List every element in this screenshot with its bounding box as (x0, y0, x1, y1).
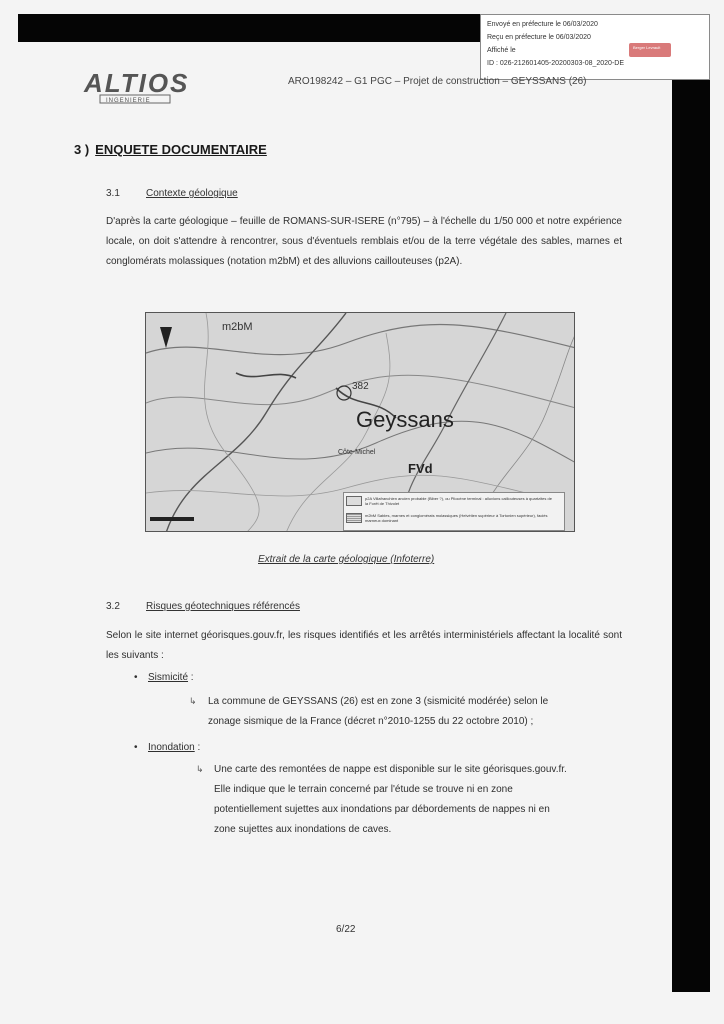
prefecture-stamp (480, 14, 710, 80)
map-legend (343, 492, 565, 531)
subsection-number: 3.1 (106, 188, 120, 199)
legend-text-m2bm: m2bM Sables, marnes et conglomérats molassiques (Helvétien supérieur à Tortonien supérieur), faciès marneux dominant (365, 513, 548, 523)
subsection-title: Contexte géologique (146, 188, 238, 199)
arrow-bullet-icon: ↳ (189, 696, 197, 706)
stamp-sent-line: Envoyé en préfecture le 06/03/2020 (487, 21, 598, 28)
arrow-bullet-icon: ↳ (196, 764, 204, 774)
stamp-received-line: Reçu en préfecture le 06/03/2020 (487, 34, 591, 41)
berger-levrault-logo (629, 43, 671, 57)
altios-logo (82, 66, 190, 106)
risk-label: Inondation (148, 742, 195, 753)
map-label-geyssans: Geyssans (356, 407, 454, 432)
page-number: 6/22 (336, 924, 356, 935)
geological-map-image (145, 312, 575, 532)
subsection-number: 3.2 (106, 601, 120, 612)
legend-text-p2a: p2A Villafranchien ancien probable (Biber ?), ou Pliocène terminal : alluvions caillouteuses à quartzites de la Forêt de Thivolet (365, 496, 552, 506)
risk-bullet-inondation: • Inondation : (134, 742, 201, 753)
legend-row-m2bm (346, 513, 555, 523)
stamp-posted-line: Affiché le (487, 47, 516, 54)
subsection-3-1-heading (106, 188, 238, 199)
risk-text-line: Une carte des remontées de nappe est disponible sur le site géorisques.gouv.fr. (214, 764, 567, 775)
subsection-title: Risques géotechniques référencés (146, 601, 300, 612)
risk-text-line: zone sujettes aux inondations de caves. (214, 824, 392, 835)
stamp-id-line: ID : 026-212601405-20200303-08_2020-DE (487, 60, 624, 67)
map-label-cote-michel: Côte-Michel (338, 449, 376, 456)
risks-intro-paragraph: Selon le site internet géorisques.gouv.fr, les risques identifiés et les arrêtés interministériels affectant la localité sont les suivants : (106, 630, 622, 661)
risk-bullet-sismicite: • Sismicité : (134, 672, 194, 683)
map-label-elevation: 382 (352, 381, 369, 392)
map-label-fvd: FVd (408, 461, 433, 476)
legend-swatch-p2a (346, 496, 362, 506)
berger-levrault-logo-text: Berger Levrault (633, 45, 661, 50)
risk-text-line: La commune de GEYSSANS (26) est en zone 3 (sismicité modérée) selon le (208, 696, 549, 707)
legend-row-p2a (346, 496, 555, 506)
logo-subtitle: INGENIERIE (106, 98, 151, 104)
legend-swatch-m2bm (346, 513, 362, 523)
geology-paragraph: D'après la carte géologique – feuille de ROMANS-SUR-ISERE (n°795) – à l'échelle du 1/50 000 et notre expérience locale, on doit s'attendre à rencontrer, sous d'éventuels remblais et/ou de la terre végétale des sables, marnes et conglomérats molassiques (notation m2bM) et des alluvions caillouteuses (p2A). (106, 216, 622, 267)
map-caption: Extrait de la carte géologique (Infoterre) (258, 554, 435, 565)
risk-text-line: zonage sismique de la France (décret n°2010-1255 du 22 octobre 2010) ; (208, 716, 534, 727)
risk-label: Sismicité (148, 672, 189, 683)
logo-wordmark: ALTIOS (84, 68, 190, 98)
section-heading (74, 142, 267, 157)
section-number: 3 ) (74, 142, 90, 157)
risk-text-line: potentiellement sujettes aux inondations par débordements de nappes ni en (214, 804, 550, 815)
subsection-3-2-heading (106, 601, 300, 612)
risk-text-line: Elle indique que le terrain concerné par l'étude se trouve ni en zone (214, 784, 513, 795)
right-black-bar (672, 79, 710, 992)
section-title: ENQUETE DOCUMENTAIRE (95, 142, 267, 157)
map-label-m2bm: m2bM (222, 321, 253, 333)
document-reference: ARO198242 – G1 PGC – Projet de construction – GEYSSANS (26) (288, 76, 587, 87)
